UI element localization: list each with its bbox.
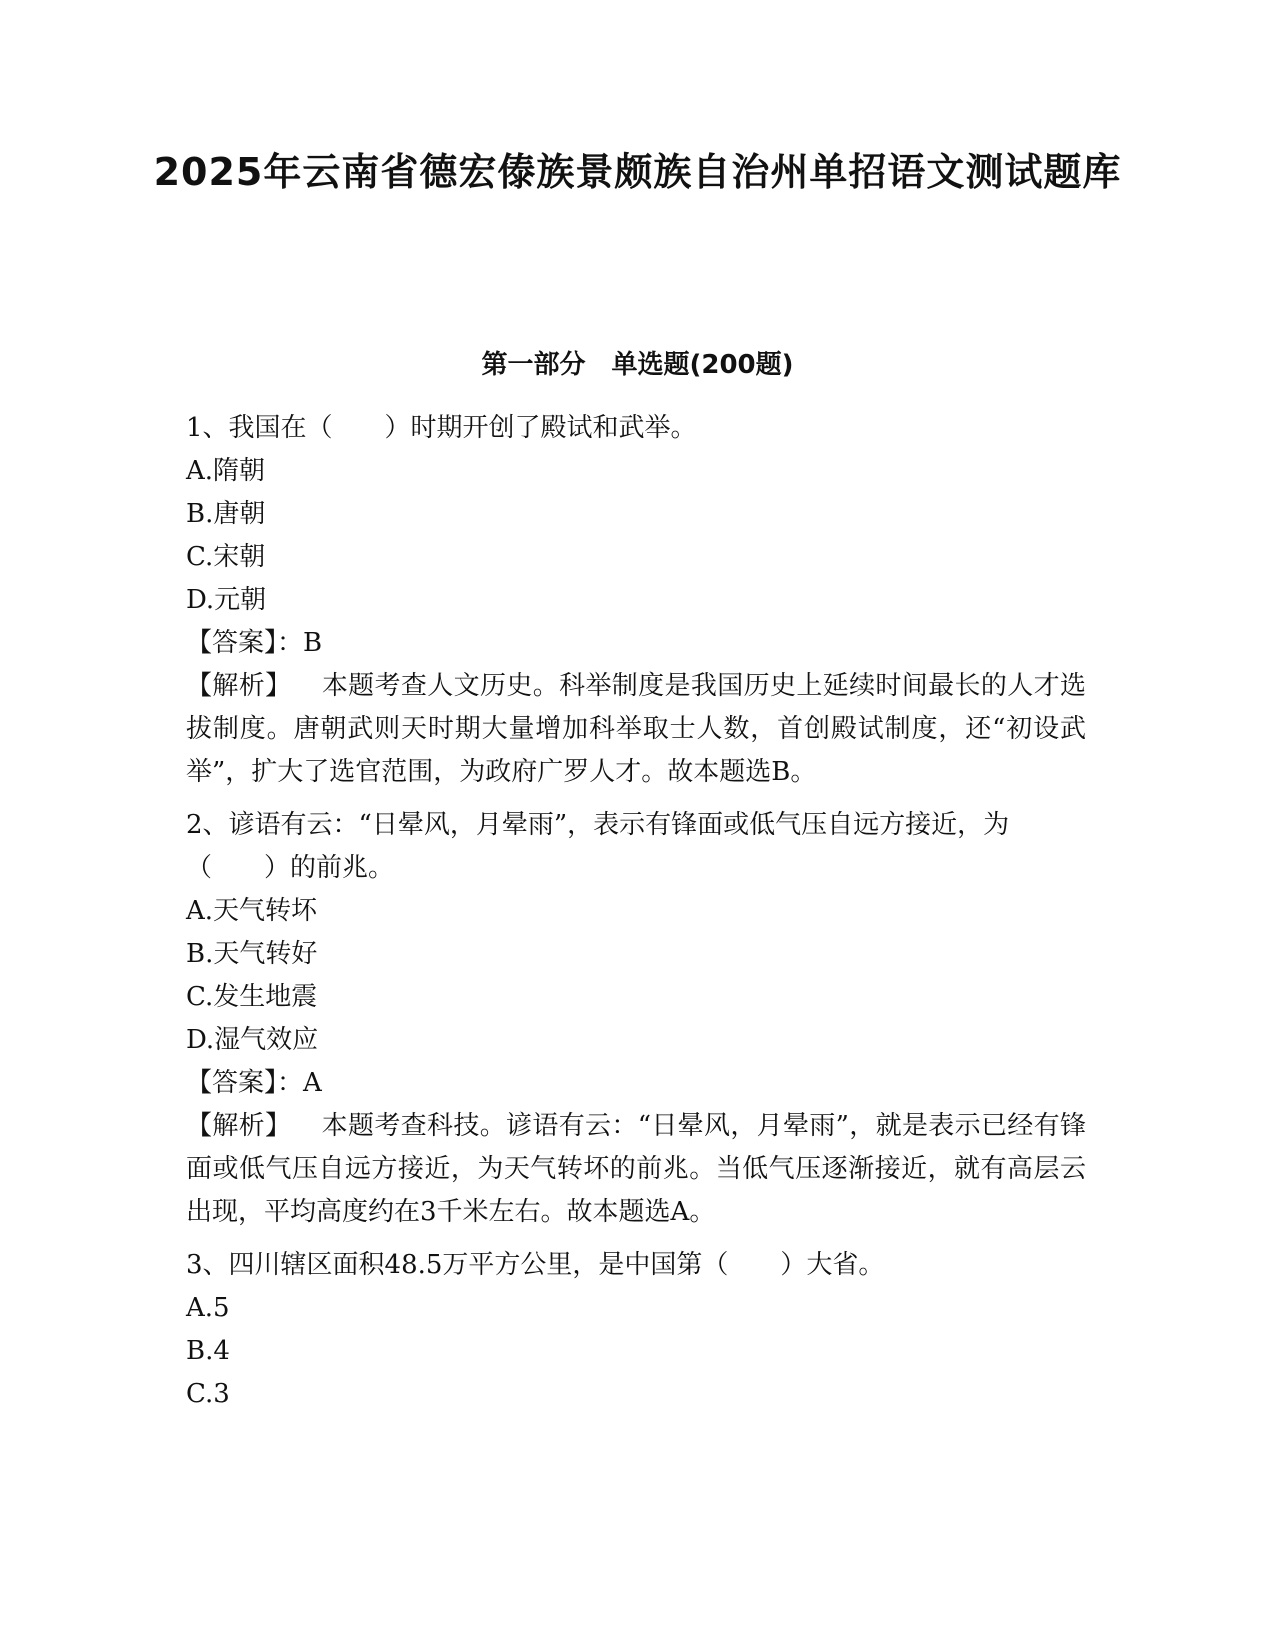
question-stem: 3、四川辖区面积48.5万平方公里，是中国第（ ）大省。 bbox=[186, 1250, 885, 1280]
option-b: B.4 bbox=[186, 1336, 230, 1366]
option-a: A.5 bbox=[186, 1293, 230, 1323]
option-c: C.3 bbox=[186, 1379, 230, 1409]
option-d: D.湿气效应 bbox=[186, 1025, 319, 1055]
option-a: A.隋朝 bbox=[186, 456, 266, 486]
option-b: B.天气转好 bbox=[186, 939, 318, 969]
analysis-tag: 【解析】 bbox=[186, 1111, 292, 1141]
analysis-tag: 【解析】 bbox=[186, 671, 292, 701]
option-a: A.天气转坏 bbox=[186, 896, 318, 926]
answer-tag: 【答案】： bbox=[186, 1068, 304, 1098]
answer-line bbox=[186, 1062, 1086, 1105]
document-title: 2025年云南省德宏傣族景颇族自治州单招语文测试题库 bbox=[153, 150, 1122, 194]
answer-tag: 【答案】： bbox=[186, 628, 304, 658]
answer-value: A bbox=[303, 1068, 322, 1098]
option-c: C.发生地震 bbox=[186, 982, 318, 1012]
question-1 bbox=[186, 407, 1086, 794]
option-d: D.元朝 bbox=[186, 585, 267, 615]
answer-value: B bbox=[303, 628, 323, 658]
option-c: C.宋朝 bbox=[186, 542, 266, 572]
analysis-text: 本题考查人文历史。科举制度是我国历史上延续时间最长的人才选拔制度。唐朝武则天时期大量增加科举取士人数，首创殿试制度，还“初设武举”，扩大了选官范围，为政府广罗人才。故本题选B。 bbox=[186, 671, 1086, 787]
answer-line bbox=[186, 622, 1086, 665]
analysis-text: 本题考查科技。谚语有云：“日晕风，月晕雨”，就是表示已经有锋面或低气压自远方接近，为天气转坏的前兆。当低气压逐渐接近，就有高层云出现，平均高度约在3千米左右。故本题选A。 bbox=[186, 1111, 1086, 1227]
analysis-paragraph bbox=[186, 665, 1086, 794]
option-b: B.唐朝 bbox=[186, 499, 266, 529]
question-list bbox=[186, 407, 1086, 1426]
section-title: 第一部分 单选题(200题) bbox=[481, 350, 794, 380]
question-stem: 2、谚语有云：“日晕风，月晕雨”，表示有锋面或低气压自远方接近，为（ ）的前兆。 bbox=[186, 810, 1010, 883]
question-3 bbox=[186, 1244, 1086, 1416]
question-2 bbox=[186, 804, 1086, 1234]
question-stem: 1、我国在（ ）时期开创了殿试和武举。 bbox=[186, 413, 697, 443]
analysis-paragraph bbox=[186, 1105, 1086, 1234]
